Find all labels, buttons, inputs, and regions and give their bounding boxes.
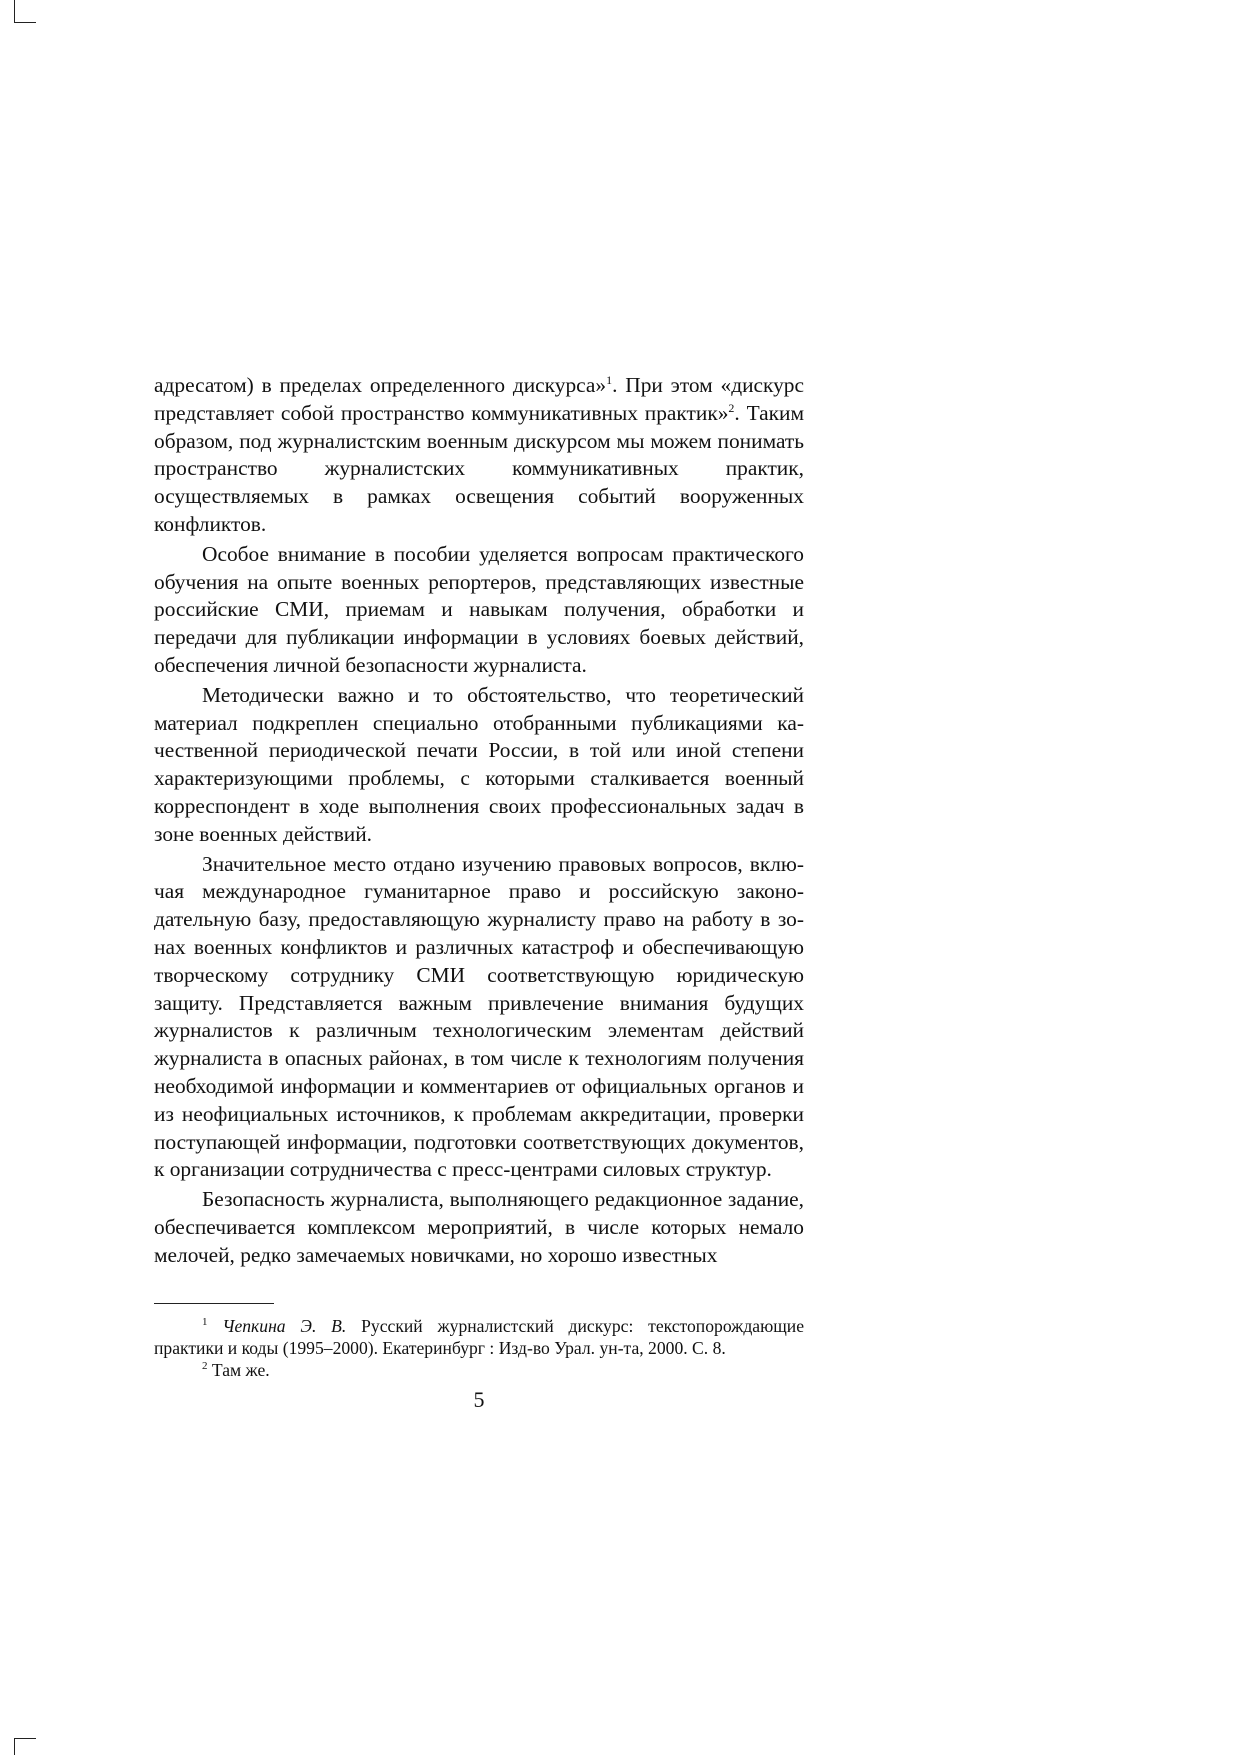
crop-mark-bottom-left-horizontal	[14, 1738, 36, 1739]
paragraph-1	[154, 372, 804, 539]
footnote-1-marker: 1	[202, 1316, 208, 1329]
footnote-1-author: Чепкина Э. В.	[222, 1316, 347, 1336]
footnote-1-text: Русский журналистский дискурс: текстопорождающие практики и коды (1995–2000). Екатеринбург : Изд-во Урал. ун-та, 2000. С. 8.	[154, 1316, 805, 1358]
footnote-1	[154, 1315, 804, 1359]
paragraph-2: Особое внимание в пособии уделяется вопросам практического обучения на опыте военных репортеров, представляющих известные российские СМИ, приемам и навыкам получения, обработки и передачи для публикации информации в условиях боевых действий, обеспечения личной безопасности журналиста.	[154, 541, 804, 677]
crop-mark-bottom-left-vertical	[14, 1738, 15, 1755]
footnotes	[154, 1315, 804, 1381]
paragraph-5: Безопасность журналиста, выполняющего редакционное задание, обеспечивается комплексом мероприятий, в числе которых немало мелочей, редко замечаемых новичками, но хорошо известных	[154, 1187, 804, 1267]
crop-mark-top-left-horizontal	[14, 22, 36, 23]
paragraph-1-part-1: адресатом) в пределах определенного дискурса»	[154, 373, 607, 397]
page-number: 5	[473, 1387, 485, 1412]
crop-mark-top-left-vertical	[14, 0, 15, 22]
paragraph-3: Методически важно и то обстоятельство, что теоретический материал подкреплен специально отобранными публикациями качественной периодической печати России, в той или иной степени характеризующими проблемы, с которыми сталкивается военный корреспондент в ходе выполнения своих профессиональных задач в зоне военных действий.	[154, 682, 804, 846]
paragraph-1-part-3: . Таким образом, под журналистским военным дискурсом мы можем понимать пространство журналистских коммуникативных практик, осуществляемых в рамках освещения событий вооруженных конфликтов.	[154, 400, 804, 536]
paragraph-1-part-2: . При этом «дискурс представляет собой пространство коммуникативных практик»	[154, 373, 804, 425]
footnote-ref-2: 2	[728, 400, 735, 415]
main-text	[154, 372, 804, 1270]
footnote-2	[154, 1359, 804, 1381]
paragraph-4: Значительное место отдано изучению правовых вопросов, включая международное гуманитарное право и российскую законодательную базу, предоставляющую журналисту право на работу в зонах военных конфликтов и различных катастроф и обеспечивающую творческому сотруднику СМИ соответствующую юридическую защиту. Представляется важным привлечение внимания будущих журналистов к различным технологическим элементам действий журналиста в опасных районах, в том числе к технологиям получения необходимой информации и комментариев от официальных органов и из неофициальных источников, к проблемам аккредитации, проверки поступающей информации, подготовки соответствующих документов, к организации сотрудничества с пресс-центрами силовых структур.	[154, 851, 804, 1182]
footnote-2-text: Там же.	[207, 1360, 270, 1380]
footnote-2-marker: 2	[202, 1360, 208, 1373]
footnote-divider	[154, 1303, 274, 1304]
footnote-ref-1: 1	[606, 372, 613, 387]
